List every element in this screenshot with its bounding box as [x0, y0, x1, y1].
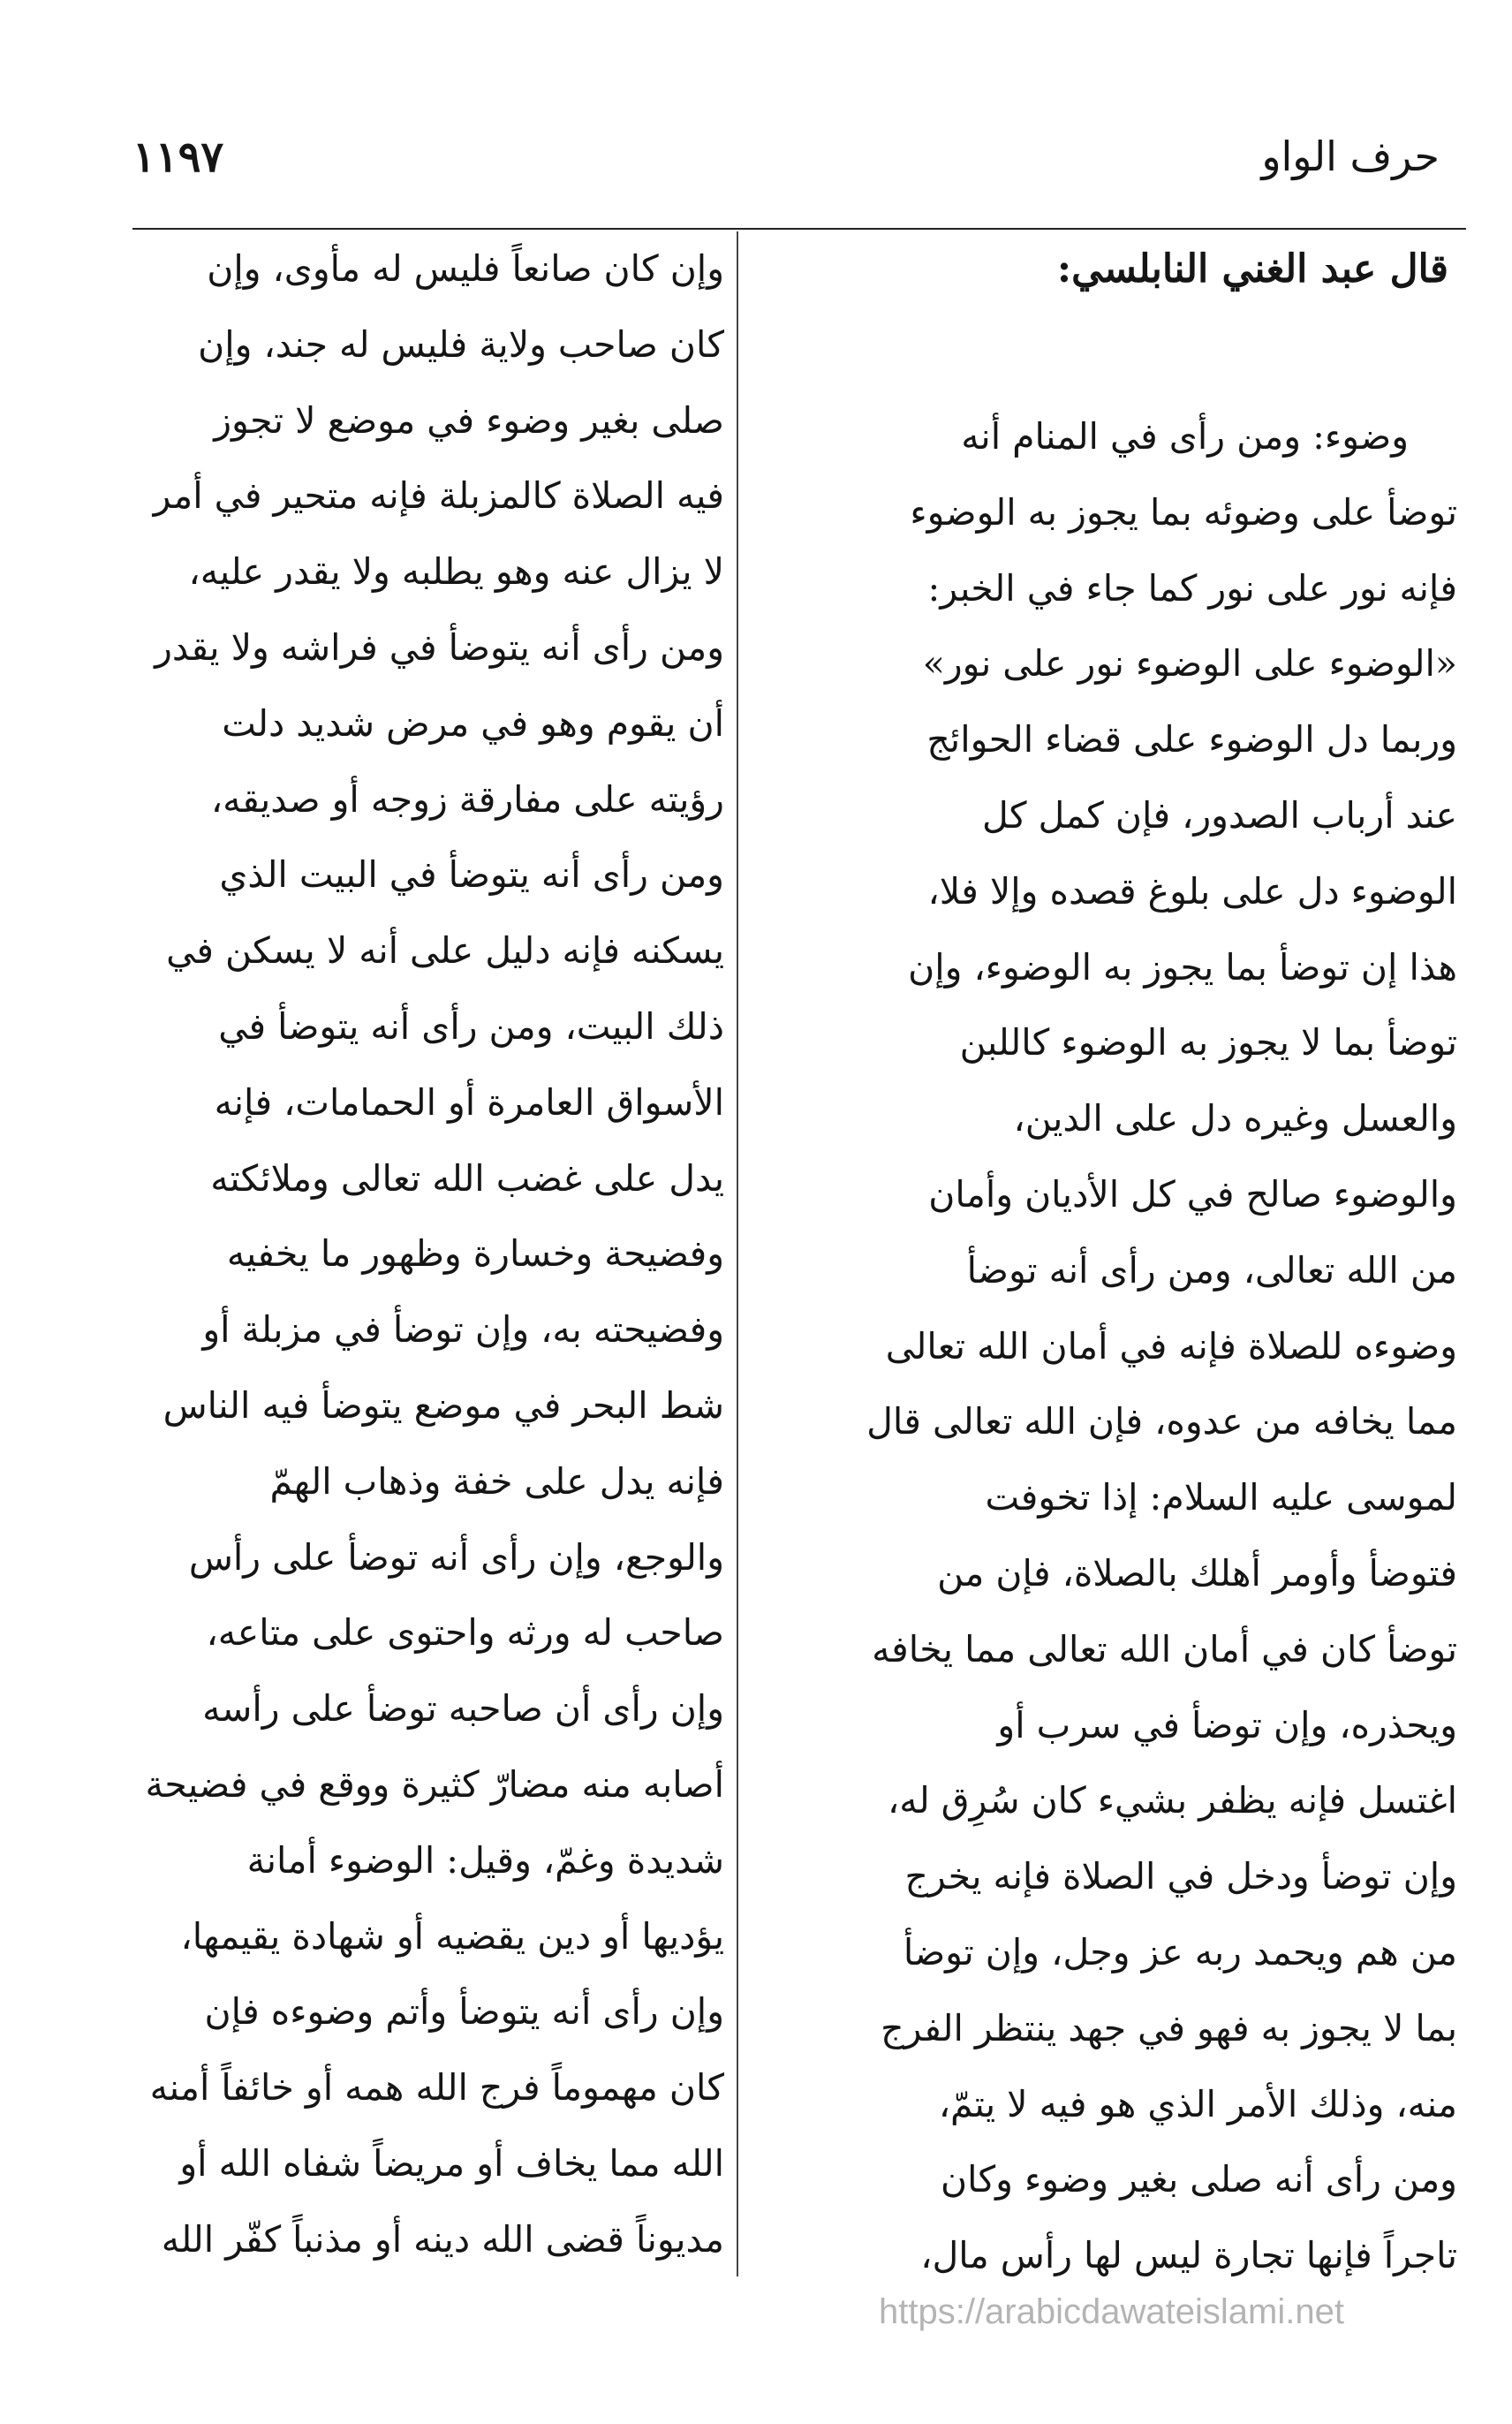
text-line: والوضوء صالح في كل الأديان وأمان	[928, 1172, 1457, 1216]
text-line: وفضيحة وخسارة وظهور ما يخفيه	[226, 1232, 724, 1276]
text-line: ومن رأى أنه يتوضأ في فراشه ولا يقدر	[155, 625, 724, 669]
text-line: تاجراً فإنها تجارة ليس لها رأس مال،	[920, 2234, 1457, 2277]
text-line: صاحب له ورثه واحتوى على متاعه،	[206, 1611, 724, 1655]
column-divider	[737, 231, 738, 2276]
text-line: فإنه يدل على خفة وذهاب الهمّ	[269, 1459, 724, 1503]
text-line: يسكنه فإنه دليل على أنه لا يسكن في	[166, 929, 724, 973]
text-line: من الله تعالى، ومن رأى أنه توضأ	[966, 1248, 1457, 1292]
page-header	[132, 133, 1440, 194]
text-line: مما يخافه من عدوه، فإن الله تعالى قال	[866, 1400, 1457, 1443]
text-line: والعسل وغيره دل على الدين،	[1013, 1097, 1457, 1140]
text-line: وإن كان صانعاً فليس له مأوى، وإن	[207, 247, 724, 290]
text-line: وربما دل الوضوء على قضاء الحوائج	[926, 718, 1457, 761]
text-line: فتوضأ وأومر أهلك بالصلاة، فإن من	[937, 1551, 1457, 1595]
text-line: وفضيحته به، وإن توضأ في مزبلة أو	[202, 1308, 724, 1352]
text-line: لموسى عليه السلام: إذا تخوفت	[985, 1476, 1457, 1519]
text-line: شديدة وغمّ، وقيل: الوضوء أمانة	[246, 1838, 724, 1882]
text-line: وإن رأى أنه يتوضأ وأتم وضوءه فإن	[204, 1990, 724, 2034]
text-line: الله مما يخاف أو مريضاً شفاه الله أو	[179, 2141, 724, 2185]
text-line: من هم ويحمد ربه عز وجل، وإن توضأ	[903, 1930, 1457, 1973]
text-line: توضأ بما لا يجوز به الوضوء كاللبن	[959, 1021, 1457, 1064]
header-rule	[132, 228, 1466, 230]
text-line: توضأ كان في أمان الله تعالى مما يخافه	[872, 1627, 1457, 1670]
text-line: ومن رأى أنه صلى بغير وضوء وكان	[941, 2158, 1457, 2201]
text-line: كان صاحب ولاية فليس له جند، وإن	[198, 322, 724, 366]
text-line: يؤديها أو دين يقضيه أو شهادة يقيمها،	[180, 1914, 724, 1958]
page-number: ١١٩٧	[132, 133, 224, 182]
text-line: الأسواق العامرة أو الحمامات، فإنه	[214, 1080, 724, 1124]
text-line: وإن توضأ ودخل في الصلاة فإنه يخرج	[904, 1855, 1457, 1898]
watermark-url: https://arabicdawateislami.net	[879, 2292, 1344, 2331]
text-line: مديوناً قضى الله دينه أو مذنباً كفّر الله	[161, 2217, 724, 2261]
text-line: والوجع، وإن رأى أنه توضأ على رأس	[188, 1535, 724, 1579]
text-line: رؤيته على مفارقة زوجه أو صديقه،	[210, 777, 724, 821]
text-line: وضوءه للصلاة فإنه في أمان الله تعالى	[885, 1324, 1457, 1367]
text-line: ومن رأى أنه يتوضأ في البيت الذي	[219, 853, 724, 897]
text-line: فإنه نور على نور كما جاء في الخبر:	[927, 566, 1457, 610]
text-line: شط البحر في موضع يتوضأ فيه الناس	[163, 1383, 724, 1427]
section-heading: قال عبد الغني النابلسي:	[1056, 246, 1448, 292]
text-line: منه، وذلك الأمر الذي هو فيه لا يتمّ،	[938, 2082, 1457, 2125]
text-line: ذلك البيت، ومن رأى أنه يتوضأ في	[218, 1004, 724, 1048]
text-line: بما لا يجوز به فهو في جهد ينتظر الفرج	[881, 2006, 1457, 2049]
text-line: هذا إن توضأ بما يجوز به الوضوء، وإن	[908, 945, 1457, 989]
text-line: ويحذره، وإن توضأ في سرب أو	[997, 1703, 1457, 1746]
text-line: وضوء: ومن رأى في المنام أنه	[961, 415, 1409, 458]
left-column	[71, 231, 724, 2278]
text-line: يدل على غضب الله تعالى وملائكته	[210, 1156, 724, 1200]
chapter-title: حرف الواو	[1261, 133, 1440, 180]
text-line: كان مهموماً فرج الله همه أو خائفاً أمنه	[149, 2066, 724, 2110]
text-line: توضأ على وضوئه بما يجوز به الوضوء	[910, 490, 1457, 534]
text-line: وإن رأى أن صاحبه توضأ على رأسه	[202, 1687, 724, 1731]
text-line: عند أرباب الصدور، فإن كمل كل	[981, 793, 1457, 837]
text-line: فيه الصلاة كالمزبلة فإنه متحير في أمر	[153, 474, 724, 518]
text-line: أن يقوم وهو في مرض شديد دلت	[222, 701, 724, 745]
text-line: اغتسل فإنه يظفر بشيء كان سُرِق له،	[888, 1779, 1457, 1822]
right-column	[777, 231, 1457, 2294]
text-line: أصابه منه مضارّ كثيرة ووقع في فضيحة	[145, 1762, 724, 1806]
text-line: لا يزال عنه وهو يطلبه ولا يقدر عليه،	[188, 550, 724, 594]
text-line: الوضوء دل على بلوغ قصده وإلا فلا،	[927, 869, 1457, 913]
text-line: «الوضوء على الوضوء نور على نور»	[922, 642, 1457, 686]
text-line: صلى بغير وضوء في موضع لا تجوز	[214, 398, 724, 442]
